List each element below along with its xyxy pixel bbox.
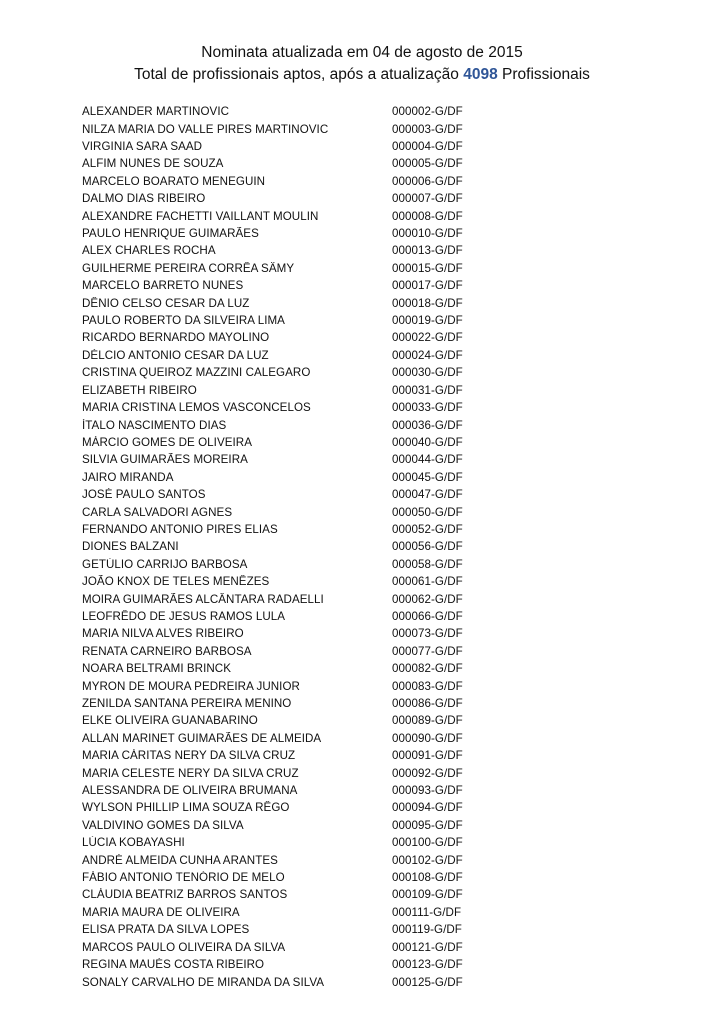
roster-row: [82, 312, 642, 329]
registration-number: 000108-G/DF: [392, 871, 463, 885]
roster-row: [82, 573, 642, 590]
professional-name: PAULO ROBERTO DA SILVEIRA LIMA: [82, 314, 285, 328]
professional-name: MOIRA GUIMARÃES ALCÂNTARA RADAELLI: [82, 592, 324, 606]
roster-row: [82, 486, 642, 503]
registration-number: 000062-G/DF: [392, 592, 463, 606]
registration-number: 000121-G/DF: [392, 940, 463, 954]
registration-number: 000066-G/DF: [392, 609, 463, 623]
registration-number: 000015-G/DF: [392, 261, 463, 275]
professional-name: SONALY CARVALHO DE MIRANDA DA SILVA: [82, 975, 325, 989]
roster-row: [82, 103, 642, 120]
roster-row: [82, 677, 642, 694]
professional-name: ALLAN MARINET GUIMARÃES DE ALMEIDA: [82, 731, 322, 745]
professional-name: ÍTALO NASCIMENTO DIAS: [82, 418, 227, 432]
registration-number: 000100-G/DF: [392, 836, 463, 850]
professional-name: MARIA CRISTINA LEMOS VASCONCELOS: [82, 401, 311, 415]
professional-name: ALEX CHARLES ROCHA: [82, 244, 216, 258]
professional-name: MARIA CÁRITAS NERY DA SILVA CRUZ: [82, 749, 296, 763]
registration-number: 000031-G/DF: [392, 383, 463, 397]
registration-number: 000091-G/DF: [392, 749, 463, 763]
registration-number: 000008-G/DF: [392, 209, 463, 223]
professional-name: REGINA MAUÉS COSTA RIBEIRO: [82, 958, 265, 972]
professional-name: RENATA CARNEIRO BARBOSA: [82, 644, 252, 658]
professional-name: MARCELO BARRETO NUNES: [82, 279, 244, 293]
document-title: Nominata atualizada em 04 de agosto de 2015: [201, 44, 523, 61]
professional-name: MYRON DE MOURA PEDREIRA JUNIOR: [82, 679, 300, 693]
professional-name: CRISTINA QUEIROZ MAZZINI CALEGARO: [82, 366, 311, 380]
roster-row: [82, 260, 642, 277]
roster-row: [82, 173, 642, 190]
professional-name: DIONES BALZANI: [82, 540, 179, 554]
registration-number: 000018-G/DF: [392, 296, 463, 310]
subtitle-prefix: Total de profissionais aptos, após a atualização: [134, 66, 459, 83]
roster-row: [82, 538, 642, 555]
roster-row: [82, 973, 642, 990]
registration-number: 000125-G/DF: [392, 975, 463, 989]
subtitle-suffix: Profissionais: [502, 66, 590, 83]
registration-number: 000022-G/DF: [392, 331, 463, 345]
roster-row: [82, 225, 642, 242]
roster-row: [82, 643, 642, 660]
registration-number: 000033-G/DF: [392, 401, 463, 415]
registration-number: 000082-G/DF: [392, 662, 463, 676]
registration-number: 000090-G/DF: [392, 731, 463, 745]
professional-name: MARIA NILVA ALVES RIBEIRO: [82, 627, 244, 641]
registration-number: 000004-G/DF: [392, 140, 463, 154]
roster-row: [82, 469, 642, 486]
roster-row: [82, 782, 642, 799]
roster-row: [82, 799, 642, 816]
registration-number: 000119-G/DF: [392, 923, 462, 937]
registration-number: 000047-G/DF: [392, 488, 463, 502]
professional-name: ALESSANDRA DE OLIVEIRA BRUMANA: [82, 784, 298, 798]
roster-row: [82, 590, 642, 607]
roster-row: [82, 834, 642, 851]
registration-number: 000030-G/DF: [392, 366, 463, 380]
professional-name: ELKE OLIVEIRA GUANABARINO: [82, 714, 258, 728]
professional-name: FERNANDO ANTONIO PIRES ELIAS: [82, 522, 278, 536]
registration-number: 000007-G/DF: [392, 192, 463, 206]
roster-row: [82, 138, 642, 155]
registration-number: 000019-G/DF: [392, 314, 463, 328]
professional-roster: [82, 103, 642, 991]
registration-number: 000050-G/DF: [392, 505, 463, 519]
registration-number: 000123-G/DF: [392, 958, 463, 972]
professional-name: LEOFRÊDO DE JESUS RAMOS LULA: [82, 609, 286, 623]
roster-row: [82, 956, 642, 973]
professional-name: CARLA SALVADORI AGNES: [82, 505, 233, 519]
professional-name: JOÃO KNOX DE TELES MENÊZES: [82, 575, 270, 589]
professional-name: DALMO DIAS RIBEIRO: [82, 192, 206, 206]
professional-name: ALEXANDER MARTINOVIC: [82, 105, 230, 119]
registration-number: 000109-G/DF: [392, 888, 463, 902]
document-subtitle: [0, 64, 724, 86]
document-header: [0, 42, 724, 86]
roster-row: [82, 242, 642, 259]
professional-name: PAULO HENRIQUE GUIMARÃES: [82, 227, 259, 241]
professional-name: NOARA BELTRAMI BRINCK: [82, 662, 232, 676]
roster-row: [82, 851, 642, 868]
registration-number: 000083-G/DF: [392, 679, 463, 693]
registration-number: 000013-G/DF: [392, 244, 463, 258]
registration-number: 000003-G/DF: [392, 122, 463, 136]
registration-number: 000024-G/DF: [392, 348, 463, 362]
roster-row: [82, 382, 642, 399]
roster-row: [82, 207, 642, 224]
professional-name: GUILHERME PEREIRA CORRÊA SÄMY: [82, 261, 295, 275]
registration-number: 000002-G/DF: [392, 105, 463, 119]
professional-name: ZENILDA SANTANA PEREIRA MENINO: [82, 697, 292, 711]
roster-row: [82, 747, 642, 764]
registration-number: 000052-G/DF: [392, 522, 463, 536]
registration-number: 000073-G/DF: [392, 627, 463, 641]
roster-row: [82, 503, 642, 520]
professional-name: MÁRCIO GOMES DE OLIVEIRA: [82, 435, 252, 449]
professional-name: DÉLCIO ANTONIO CESAR DA LUZ: [82, 348, 269, 362]
registration-number: 000058-G/DF: [392, 557, 463, 571]
roster-row: [82, 120, 642, 137]
roster-row: [82, 886, 642, 903]
professional-name: RICARDO BERNARDO MAYOLINO: [82, 331, 270, 345]
roster-row: [82, 730, 642, 747]
roster-row: [82, 625, 642, 642]
registration-number: 000102-G/DF: [392, 853, 463, 867]
registration-number: 000094-G/DF: [392, 801, 463, 815]
professional-name: CLÁUDIA BEATRIZ BARROS SANTOS: [82, 888, 288, 902]
registration-number: 000086-G/DF: [392, 697, 463, 711]
professional-name: ELISA PRATA DA SILVA LOPES: [82, 923, 250, 937]
registration-number: 000111-G/DF: [392, 905, 462, 919]
registration-number: 000044-G/DF: [392, 453, 463, 467]
registration-number: 000089-G/DF: [392, 714, 463, 728]
roster-row: [82, 347, 642, 364]
total-count: 4098: [463, 66, 498, 83]
roster-row: [82, 660, 642, 677]
registration-number: 000093-G/DF: [392, 784, 463, 798]
professional-name: ELIZABETH RIBEIRO: [82, 383, 197, 397]
roster-row: [82, 294, 642, 311]
roster-row: [82, 190, 642, 207]
roster-row: [82, 451, 642, 468]
professional-name: NILZA MARIA DO VALLE PIRES MARTINOVIC: [82, 122, 329, 136]
professional-name: FÁBIO ANTONIO TENÓRIO DE MELO: [82, 871, 285, 885]
roster-row: [82, 329, 642, 346]
roster-row: [82, 608, 642, 625]
registration-number: 000095-G/DF: [392, 818, 463, 832]
registration-number: 000036-G/DF: [392, 418, 463, 432]
roster-row: [82, 712, 642, 729]
professional-name: ANDRÉ ALMEIDA CUNHA ARANTES: [82, 853, 278, 867]
registration-number: 000045-G/DF: [392, 470, 463, 484]
roster-row: [82, 904, 642, 921]
roster-row: [82, 695, 642, 712]
roster-row: [82, 521, 642, 538]
registration-number: 000061-G/DF: [392, 575, 463, 589]
professional-name: JOSÉ PAULO SANTOS: [82, 488, 206, 502]
professional-name: ALFIM NUNES DE SOUZA: [82, 157, 224, 171]
roster-row: [82, 416, 642, 433]
roster-row: [82, 869, 642, 886]
professional-name: WYLSON PHILLIP LIMA SOUZA RÊGO: [82, 801, 290, 815]
roster-row: [82, 155, 642, 172]
roster-row: [82, 434, 642, 451]
roster-row: [82, 921, 642, 938]
registration-number: 000092-G/DF: [392, 766, 463, 780]
professional-name: MARIA CELESTE NERY DA SILVA CRUZ: [82, 766, 299, 780]
registration-number: 000017-G/DF: [392, 279, 463, 293]
professional-name: MARIA MAURA DE OLIVEIRA: [82, 905, 240, 919]
roster-row: [82, 764, 642, 781]
registration-number: 000077-G/DF: [392, 644, 463, 658]
registration-number: 000040-G/DF: [392, 435, 463, 449]
roster-row: [82, 364, 642, 381]
professional-name: JAIRO MIRANDA: [82, 470, 174, 484]
professional-name: GETÚLIO CARRIJO BARBOSA: [82, 557, 248, 571]
roster-row: [82, 817, 642, 834]
professional-name: MARCELO BOARATO MENEGUIN: [82, 174, 266, 188]
professional-name: LÚCIA KOBAYASHI: [82, 836, 185, 850]
professional-name: VALDIVINO GOMES DA SILVA: [82, 818, 244, 832]
registration-number: 000006-G/DF: [392, 174, 463, 188]
roster-row: [82, 277, 642, 294]
registration-number: 000005-G/DF: [392, 157, 463, 171]
registration-number: 000010-G/DF: [392, 227, 463, 241]
professional-name: MARCOS PAULO OLIVEIRA DA SILVA: [82, 940, 286, 954]
roster-row: [82, 939, 642, 956]
registration-number: 000056-G/DF: [392, 540, 463, 554]
professional-name: DÊNIO CELSO CESAR DA LUZ: [82, 296, 250, 310]
roster-row: [82, 556, 642, 573]
roster-row: [82, 399, 642, 416]
professional-name: VIRGINIA SARA SAAD: [82, 140, 203, 154]
professional-name: ALEXANDRE FACHETTI VAILLANT MOULIN: [82, 209, 319, 223]
professional-name: SILVIA GUIMARÃES MOREIRA: [82, 453, 248, 467]
